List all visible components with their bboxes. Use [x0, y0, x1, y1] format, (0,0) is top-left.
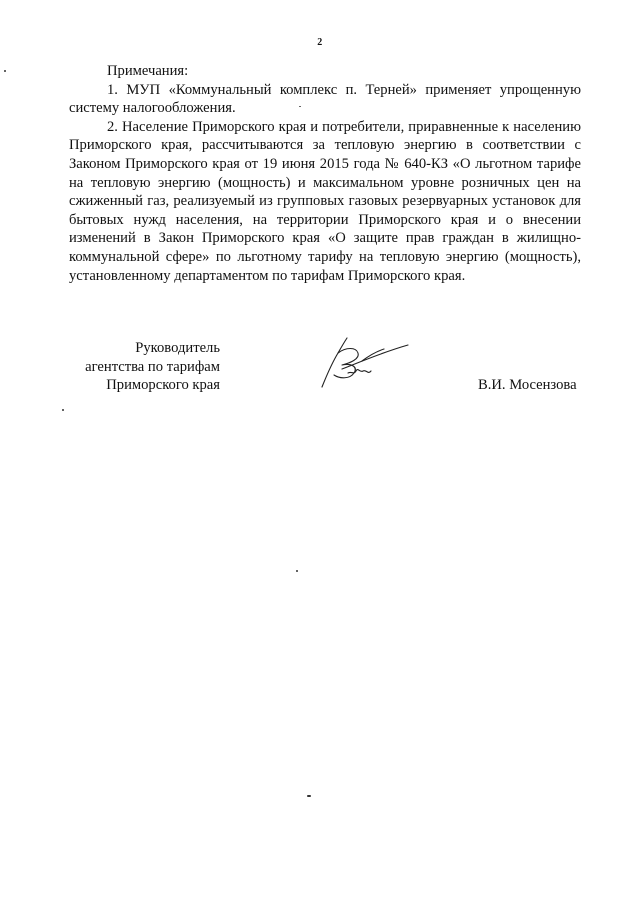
signatory-position: [70, 339, 220, 395]
page-number: 2: [317, 37, 323, 48]
handwritten-signature: [318, 333, 410, 391]
scan-speck: [62, 409, 64, 411]
scan-speck: [307, 795, 311, 797]
signatory-position-line: Приморского края: [106, 377, 220, 394]
signatory-position-line: Руководитель: [135, 340, 220, 356]
note-item: 1. МУП «Коммунальный комплекс п. Терней» применяет упрощенную систему налогообложения.: [69, 81, 581, 117]
signatory-position-line: агентства по тарифам: [85, 358, 220, 375]
scan-speck: [4, 70, 6, 72]
notes-section: [69, 62, 581, 285]
notes-title: Примечания:: [107, 63, 189, 79]
signature-block: [0, 339, 640, 399]
note-item: 2. Население Приморского края и потребители, приравненные к населению Приморского края, рассчитываются за тепловую энергию в соответствии с Законом Приморского края от 19 июня 2015 года № 640-КЗ «О льготном тарифе на тепловую энергию (мощность) и максимальном уровне розничных цен на сжиженный газ, реализуемый из групповых газовых резервуарных установок для бытовых нужд населения, на территории Приморского края и о внесении изменений в Закон Приморского края «О защите прав граждан в жилищно-коммунальной сфере» по льготному тарифу на тепловую энергию (мощность), установленному департаментом по тарифам Приморского края.: [69, 118, 581, 284]
scan-speck: [299, 106, 301, 107]
signatory-name: В.И. Мосензова: [478, 377, 577, 393]
scan-speck: [296, 570, 298, 572]
